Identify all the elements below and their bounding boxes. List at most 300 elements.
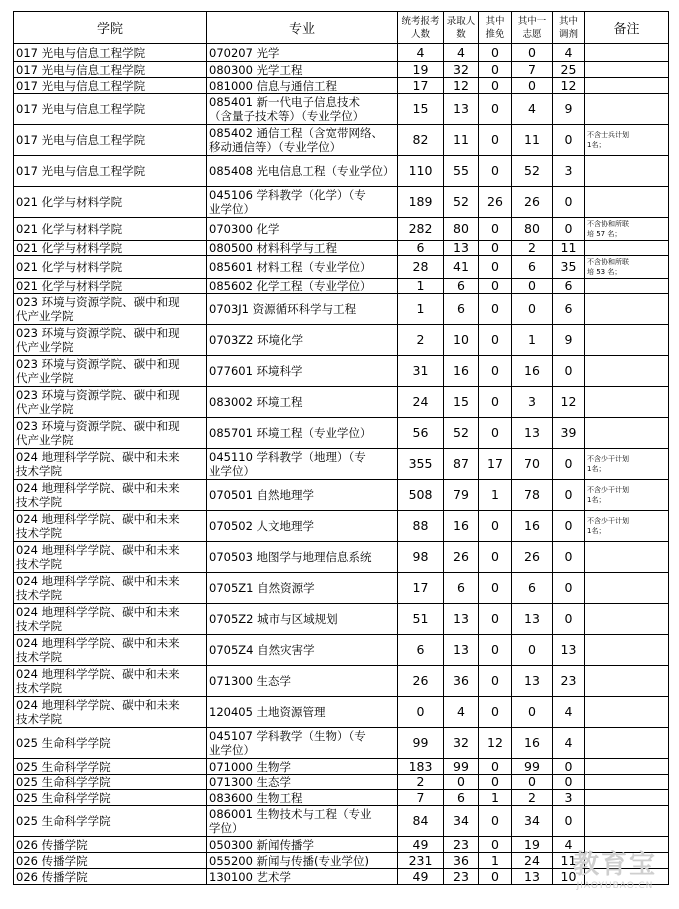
exempt-cell: 0 — [479, 94, 512, 125]
applicants-cell: 56 — [398, 418, 444, 449]
exempt-cell: 0 — [479, 759, 512, 775]
exempt-cell: 0 — [479, 78, 512, 94]
exempt-cell: 17 — [479, 449, 512, 480]
table-row — [14, 697, 669, 728]
transfer-cell: 9 — [553, 94, 585, 125]
college-cell: 023 环境与资源学院、碳中和现 代产业学院 — [14, 356, 207, 387]
table-row — [14, 325, 669, 356]
transfer-cell: 11 — [553, 853, 585, 869]
college-cell: 021 化学与材料学院 — [14, 256, 207, 279]
admitted-cell: 23 — [444, 869, 479, 885]
admitted-cell: 15 — [444, 387, 479, 418]
college-cell: 024 地理科学学院、碳中和未来 技术学院 — [14, 449, 207, 480]
major-cell: 045106 学科教学（化学）（专 业学位） — [207, 187, 398, 218]
applicants-cell: 1 — [398, 279, 444, 294]
college-cell: 024 地理科学学院、碳中和未来 技术学院 — [14, 604, 207, 635]
admitted-cell: 36 — [444, 853, 479, 869]
header-transfer: 其中调剂 — [553, 12, 585, 44]
transfer-cell: 35 — [553, 256, 585, 279]
major-cell: 045107 学科教学（生物）（专 业学位） — [207, 728, 398, 759]
note-cell — [585, 387, 669, 418]
table-row — [14, 94, 669, 125]
admitted-cell: 32 — [444, 62, 479, 78]
table-row — [14, 418, 669, 449]
major-cell: 081000 信息与通信工程 — [207, 78, 398, 94]
major-cell: 070502 人文地理学 — [207, 511, 398, 542]
note-cell — [585, 156, 669, 187]
note-cell: 不含少干计划 1名； — [585, 480, 669, 511]
exempt-cell: 0 — [479, 806, 512, 837]
note-cell — [585, 775, 669, 790]
table-row — [14, 279, 669, 294]
applicants-cell: 51 — [398, 604, 444, 635]
major-cell: 071300 生态学 — [207, 666, 398, 697]
major-cell: 0705Z4 自然灾害学 — [207, 635, 398, 666]
major-cell: 080300 光学工程 — [207, 62, 398, 78]
admitted-cell: 11 — [444, 125, 479, 156]
transfer-cell: 0 — [553, 759, 585, 775]
exempt-cell: 0 — [479, 294, 512, 325]
first-choice-cell: 16 — [512, 511, 553, 542]
transfer-cell: 9 — [553, 325, 585, 356]
admission-table — [13, 11, 669, 885]
note-cell — [585, 44, 669, 62]
first-choice-cell: 0 — [512, 279, 553, 294]
applicants-cell: 49 — [398, 837, 444, 853]
exempt-cell: 0 — [479, 604, 512, 635]
applicants-cell: 0 — [398, 697, 444, 728]
exempt-cell: 12 — [479, 728, 512, 759]
table-row — [14, 256, 669, 279]
major-cell: 077601 环境科学 — [207, 356, 398, 387]
table-row — [14, 775, 669, 790]
note-cell — [585, 279, 669, 294]
major-cell: 085401 新一代电子信息技术 （含量子技术等）（专业学位） — [207, 94, 398, 125]
college-cell: 026 传播学院 — [14, 837, 207, 853]
applicants-cell: 355 — [398, 449, 444, 480]
exempt-cell: 0 — [479, 511, 512, 542]
applicants-cell: 82 — [398, 125, 444, 156]
note-cell — [585, 666, 669, 697]
admitted-cell: 87 — [444, 449, 479, 480]
first-choice-cell: 19 — [512, 837, 553, 853]
major-cell: 0705Z2 城市与区域规划 — [207, 604, 398, 635]
note-cell — [585, 542, 669, 573]
applicants-cell: 7 — [398, 790, 444, 806]
header-college: 学院 — [14, 12, 207, 44]
college-cell: 017 光电与信息工程学院 — [14, 125, 207, 156]
header-note: 备注 — [585, 12, 669, 44]
note-cell — [585, 94, 669, 125]
applicants-cell: 49 — [398, 869, 444, 885]
college-cell: 023 环境与资源学院、碳中和现 代产业学院 — [14, 325, 207, 356]
first-choice-cell: 0 — [512, 697, 553, 728]
transfer-cell: 3 — [553, 790, 585, 806]
note-cell — [585, 869, 669, 885]
exempt-cell: 0 — [479, 837, 512, 853]
major-cell: 080500 材料科学与工程 — [207, 241, 398, 256]
applicants-cell: 28 — [398, 256, 444, 279]
first-choice-cell: 6 — [512, 256, 553, 279]
transfer-cell: 0 — [553, 775, 585, 790]
table-row — [14, 573, 669, 604]
major-cell: 0703Z2 环境化学 — [207, 325, 398, 356]
major-cell: 0705Z1 自然资源学 — [207, 573, 398, 604]
applicants-cell: 99 — [398, 728, 444, 759]
major-cell: 070207 光学 — [207, 44, 398, 62]
header-exempt: 其中推免 — [479, 12, 512, 44]
applicants-cell: 19 — [398, 62, 444, 78]
exempt-cell: 1 — [479, 790, 512, 806]
first-choice-cell: 26 — [512, 542, 553, 573]
applicants-cell: 110 — [398, 156, 444, 187]
admitted-cell: 13 — [444, 635, 479, 666]
applicants-cell: 282 — [398, 218, 444, 241]
exempt-cell: 0 — [479, 387, 512, 418]
major-cell: 0703J1 资源循环科学与工程 — [207, 294, 398, 325]
transfer-cell: 0 — [553, 449, 585, 480]
note-cell — [585, 697, 669, 728]
transfer-cell: 6 — [553, 294, 585, 325]
note-cell — [585, 837, 669, 853]
table-row — [14, 728, 669, 759]
note-cell — [585, 635, 669, 666]
exempt-cell: 0 — [479, 156, 512, 187]
transfer-cell: 11 — [553, 241, 585, 256]
note-cell — [585, 573, 669, 604]
table-row — [14, 387, 669, 418]
major-cell: 050300 新闻传播学 — [207, 837, 398, 853]
applicants-cell: 2 — [398, 775, 444, 790]
note-cell — [585, 418, 669, 449]
major-cell: 083600 生物工程 — [207, 790, 398, 806]
major-cell: 083002 环境工程 — [207, 387, 398, 418]
note-cell — [585, 853, 669, 869]
applicants-cell: 6 — [398, 241, 444, 256]
exempt-cell: 0 — [479, 666, 512, 697]
applicants-cell: 6 — [398, 635, 444, 666]
transfer-cell: 6 — [553, 279, 585, 294]
applicants-cell: 98 — [398, 542, 444, 573]
first-choice-cell: 4 — [512, 94, 553, 125]
exempt-cell: 0 — [479, 418, 512, 449]
exempt-cell: 0 — [479, 635, 512, 666]
table-row — [14, 635, 669, 666]
note-cell — [585, 325, 669, 356]
first-choice-cell: 80 — [512, 218, 553, 241]
college-cell: 025 生命科学学院 — [14, 806, 207, 837]
first-choice-cell: 78 — [512, 480, 553, 511]
transfer-cell: 0 — [553, 480, 585, 511]
first-choice-cell: 52 — [512, 156, 553, 187]
college-cell: 024 地理科学学院、碳中和未来 技术学院 — [14, 697, 207, 728]
transfer-cell: 0 — [553, 187, 585, 218]
transfer-cell: 0 — [553, 511, 585, 542]
admitted-cell: 26 — [444, 542, 479, 573]
admitted-cell: 6 — [444, 294, 479, 325]
table-row — [14, 604, 669, 635]
table-row — [14, 806, 669, 837]
first-choice-cell: 13 — [512, 869, 553, 885]
college-cell: 017 光电与信息工程学院 — [14, 62, 207, 78]
exempt-cell: 0 — [479, 241, 512, 256]
watermark-en-text: JIAOYUBAO.CN — [576, 881, 654, 891]
applicants-cell: 26 — [398, 666, 444, 697]
college-cell: 024 地理科学学院、碳中和未来 技术学院 — [14, 542, 207, 573]
table-row — [14, 759, 669, 775]
exempt-cell: 1 — [479, 853, 512, 869]
admitted-cell: 6 — [444, 790, 479, 806]
transfer-cell: 4 — [553, 837, 585, 853]
first-choice-cell: 16 — [512, 356, 553, 387]
applicants-cell: 31 — [398, 356, 444, 387]
admitted-cell: 13 — [444, 241, 479, 256]
admitted-cell: 79 — [444, 480, 479, 511]
table-body — [14, 44, 669, 885]
college-cell: 026 传播学院 — [14, 869, 207, 885]
transfer-cell: 39 — [553, 418, 585, 449]
table-row — [14, 218, 669, 241]
major-cell: 045110 学科教学（地理）（专 业学位） — [207, 449, 398, 480]
college-cell: 023 环境与资源学院、碳中和现 代产业学院 — [14, 294, 207, 325]
transfer-cell: 0 — [553, 542, 585, 573]
college-cell: 017 光电与信息工程学院 — [14, 44, 207, 62]
first-choice-cell: 26 — [512, 187, 553, 218]
admitted-cell: 34 — [444, 806, 479, 837]
watermark-cn-text: 教育宝 — [572, 850, 657, 880]
transfer-cell: 13 — [553, 635, 585, 666]
major-cell: 055200 新闻与传播(专业学位) — [207, 853, 398, 869]
major-cell: 070300 化学 — [207, 218, 398, 241]
exempt-cell: 1 — [479, 480, 512, 511]
major-cell: 085408 光电信息工程（专业学位） — [207, 156, 398, 187]
first-choice-cell: 13 — [512, 666, 553, 697]
note-cell: 不含少干计划 1名； — [585, 511, 669, 542]
header-applicants: 统考报考人数 — [398, 12, 444, 44]
admitted-cell: 4 — [444, 44, 479, 62]
table-row — [14, 78, 669, 94]
table-row — [14, 44, 669, 62]
major-cell: 120405 土地资源管理 — [207, 697, 398, 728]
applicants-cell: 1 — [398, 294, 444, 325]
first-choice-cell: 16 — [512, 728, 553, 759]
applicants-cell: 189 — [398, 187, 444, 218]
transfer-cell: 12 — [553, 387, 585, 418]
applicants-cell: 84 — [398, 806, 444, 837]
admitted-cell: 41 — [444, 256, 479, 279]
first-choice-cell: 13 — [512, 604, 553, 635]
note-cell — [585, 790, 669, 806]
admitted-cell: 0 — [444, 775, 479, 790]
table-row — [14, 542, 669, 573]
applicants-cell: 183 — [398, 759, 444, 775]
exempt-cell: 0 — [479, 356, 512, 387]
exempt-cell: 0 — [479, 218, 512, 241]
transfer-cell: 3 — [553, 156, 585, 187]
applicants-cell: 2 — [398, 325, 444, 356]
exempt-cell: 26 — [479, 187, 512, 218]
note-cell: 不含士兵计划 1名； — [585, 125, 669, 156]
header-admitted: 录取人数 — [444, 12, 479, 44]
college-cell: 017 光电与信息工程学院 — [14, 78, 207, 94]
note-cell — [585, 759, 669, 775]
admitted-cell: 4 — [444, 697, 479, 728]
admitted-cell: 32 — [444, 728, 479, 759]
note-cell — [585, 187, 669, 218]
major-cell: 070501 自然地理学 — [207, 480, 398, 511]
note-cell: 不含协和所联 培 57 名； — [585, 218, 669, 241]
first-choice-cell: 0 — [512, 44, 553, 62]
table-row — [14, 294, 669, 325]
transfer-cell: 0 — [553, 218, 585, 241]
header-first-choice: 其中一志愿 — [512, 12, 553, 44]
college-cell: 021 化学与材料学院 — [14, 241, 207, 256]
note-cell — [585, 62, 669, 78]
table-row — [14, 666, 669, 697]
transfer-cell: 10 — [553, 869, 585, 885]
college-cell: 024 地理科学学院、碳中和未来 技术学院 — [14, 480, 207, 511]
transfer-cell: 0 — [553, 604, 585, 635]
first-choice-cell: 11 — [512, 125, 553, 156]
exempt-cell: 0 — [479, 325, 512, 356]
first-choice-cell: 3 — [512, 387, 553, 418]
college-cell: 025 生命科学学院 — [14, 759, 207, 775]
first-choice-cell: 13 — [512, 418, 553, 449]
table-row — [14, 511, 669, 542]
note-cell — [585, 604, 669, 635]
admitted-cell: 80 — [444, 218, 479, 241]
exempt-cell: 0 — [479, 125, 512, 156]
header-major: 专业 — [207, 12, 398, 44]
college-cell: 017 光电与信息工程学院 — [14, 94, 207, 125]
first-choice-cell: 70 — [512, 449, 553, 480]
admitted-cell: 16 — [444, 356, 479, 387]
table-row — [14, 241, 669, 256]
first-choice-cell: 0 — [512, 294, 553, 325]
exempt-cell: 0 — [479, 256, 512, 279]
note-cell — [585, 356, 669, 387]
transfer-cell: 4 — [553, 728, 585, 759]
admitted-cell: 12 — [444, 78, 479, 94]
admitted-cell: 55 — [444, 156, 479, 187]
exempt-cell: 0 — [479, 62, 512, 78]
first-choice-cell: 2 — [512, 790, 553, 806]
first-choice-cell: 1 — [512, 325, 553, 356]
table-row — [14, 125, 669, 156]
note-cell — [585, 241, 669, 256]
first-choice-cell: 24 — [512, 853, 553, 869]
college-cell: 023 环境与资源学院、碳中和现 代产业学院 — [14, 387, 207, 418]
table-row — [14, 449, 669, 480]
exempt-cell: 0 — [479, 542, 512, 573]
transfer-cell: 0 — [553, 573, 585, 604]
table-header-row — [14, 12, 669, 44]
applicants-cell: 88 — [398, 511, 444, 542]
major-cell: 085402 通信工程（含宽带网络、 移动通信等）（专业学位） — [207, 125, 398, 156]
college-cell: 025 生命科学学院 — [14, 728, 207, 759]
major-cell: 071000 生物学 — [207, 759, 398, 775]
applicants-cell: 4 — [398, 44, 444, 62]
exempt-cell: 0 — [479, 869, 512, 885]
applicants-cell: 231 — [398, 853, 444, 869]
table-row — [14, 480, 669, 511]
transfer-cell: 12 — [553, 78, 585, 94]
college-cell: 017 光电与信息工程学院 — [14, 156, 207, 187]
exempt-cell: 0 — [479, 775, 512, 790]
transfer-cell: 4 — [553, 697, 585, 728]
transfer-cell: 0 — [553, 125, 585, 156]
table-row — [14, 853, 669, 869]
admitted-cell: 10 — [444, 325, 479, 356]
admitted-cell: 6 — [444, 279, 479, 294]
first-choice-cell: 6 — [512, 573, 553, 604]
applicants-cell: 15 — [398, 94, 444, 125]
exempt-cell: 0 — [479, 573, 512, 604]
applicants-cell: 17 — [398, 573, 444, 604]
first-choice-cell: 2 — [512, 241, 553, 256]
major-cell: 070503 地图学与地理信息系统 — [207, 542, 398, 573]
first-choice-cell: 0 — [512, 635, 553, 666]
admitted-cell: 13 — [444, 94, 479, 125]
major-cell: 085701 环境工程（专业学位） — [207, 418, 398, 449]
note-cell — [585, 806, 669, 837]
first-choice-cell: 0 — [512, 78, 553, 94]
transfer-cell: 0 — [553, 806, 585, 837]
major-cell: 085602 化学工程（专业学位） — [207, 279, 398, 294]
transfer-cell: 25 — [553, 62, 585, 78]
admitted-cell: 52 — [444, 418, 479, 449]
admitted-cell: 23 — [444, 837, 479, 853]
college-cell: 021 化学与材料学院 — [14, 187, 207, 218]
major-cell: 130100 艺术学 — [207, 869, 398, 885]
college-cell: 021 化学与材料学院 — [14, 279, 207, 294]
exempt-cell: 0 — [479, 44, 512, 62]
table-row — [14, 356, 669, 387]
table-row — [14, 837, 669, 853]
college-cell: 025 生命科学学院 — [14, 775, 207, 790]
note-cell — [585, 728, 669, 759]
note-cell: 不含少干计划 1名； — [585, 449, 669, 480]
college-cell: 024 地理科学学院、碳中和未来 技术学院 — [14, 666, 207, 697]
college-cell: 024 地理科学学院、碳中和未来 技术学院 — [14, 511, 207, 542]
table-row — [14, 187, 669, 218]
transfer-cell: 23 — [553, 666, 585, 697]
exempt-cell: 0 — [479, 697, 512, 728]
table-row — [14, 156, 669, 187]
college-cell: 025 生命科学学院 — [14, 790, 207, 806]
note-cell — [585, 294, 669, 325]
admitted-cell: 99 — [444, 759, 479, 775]
exempt-cell: 0 — [479, 279, 512, 294]
first-choice-cell: 7 — [512, 62, 553, 78]
college-cell: 021 化学与材料学院 — [14, 218, 207, 241]
college-cell: 024 地理科学学院、碳中和未来 技术学院 — [14, 635, 207, 666]
college-cell: 026 传播学院 — [14, 853, 207, 869]
admitted-cell: 36 — [444, 666, 479, 697]
applicants-cell: 17 — [398, 78, 444, 94]
major-cell: 085601 材料工程（专业学位） — [207, 256, 398, 279]
college-cell: 023 环境与资源学院、碳中和现 代产业学院 — [14, 418, 207, 449]
admitted-cell: 16 — [444, 511, 479, 542]
admitted-cell: 13 — [444, 604, 479, 635]
first-choice-cell: 0 — [512, 775, 553, 790]
applicants-cell: 508 — [398, 480, 444, 511]
first-choice-cell: 99 — [512, 759, 553, 775]
admission-table-sheet — [13, 11, 668, 885]
admitted-cell: 6 — [444, 573, 479, 604]
table-row — [14, 790, 669, 806]
table-row — [14, 869, 669, 885]
